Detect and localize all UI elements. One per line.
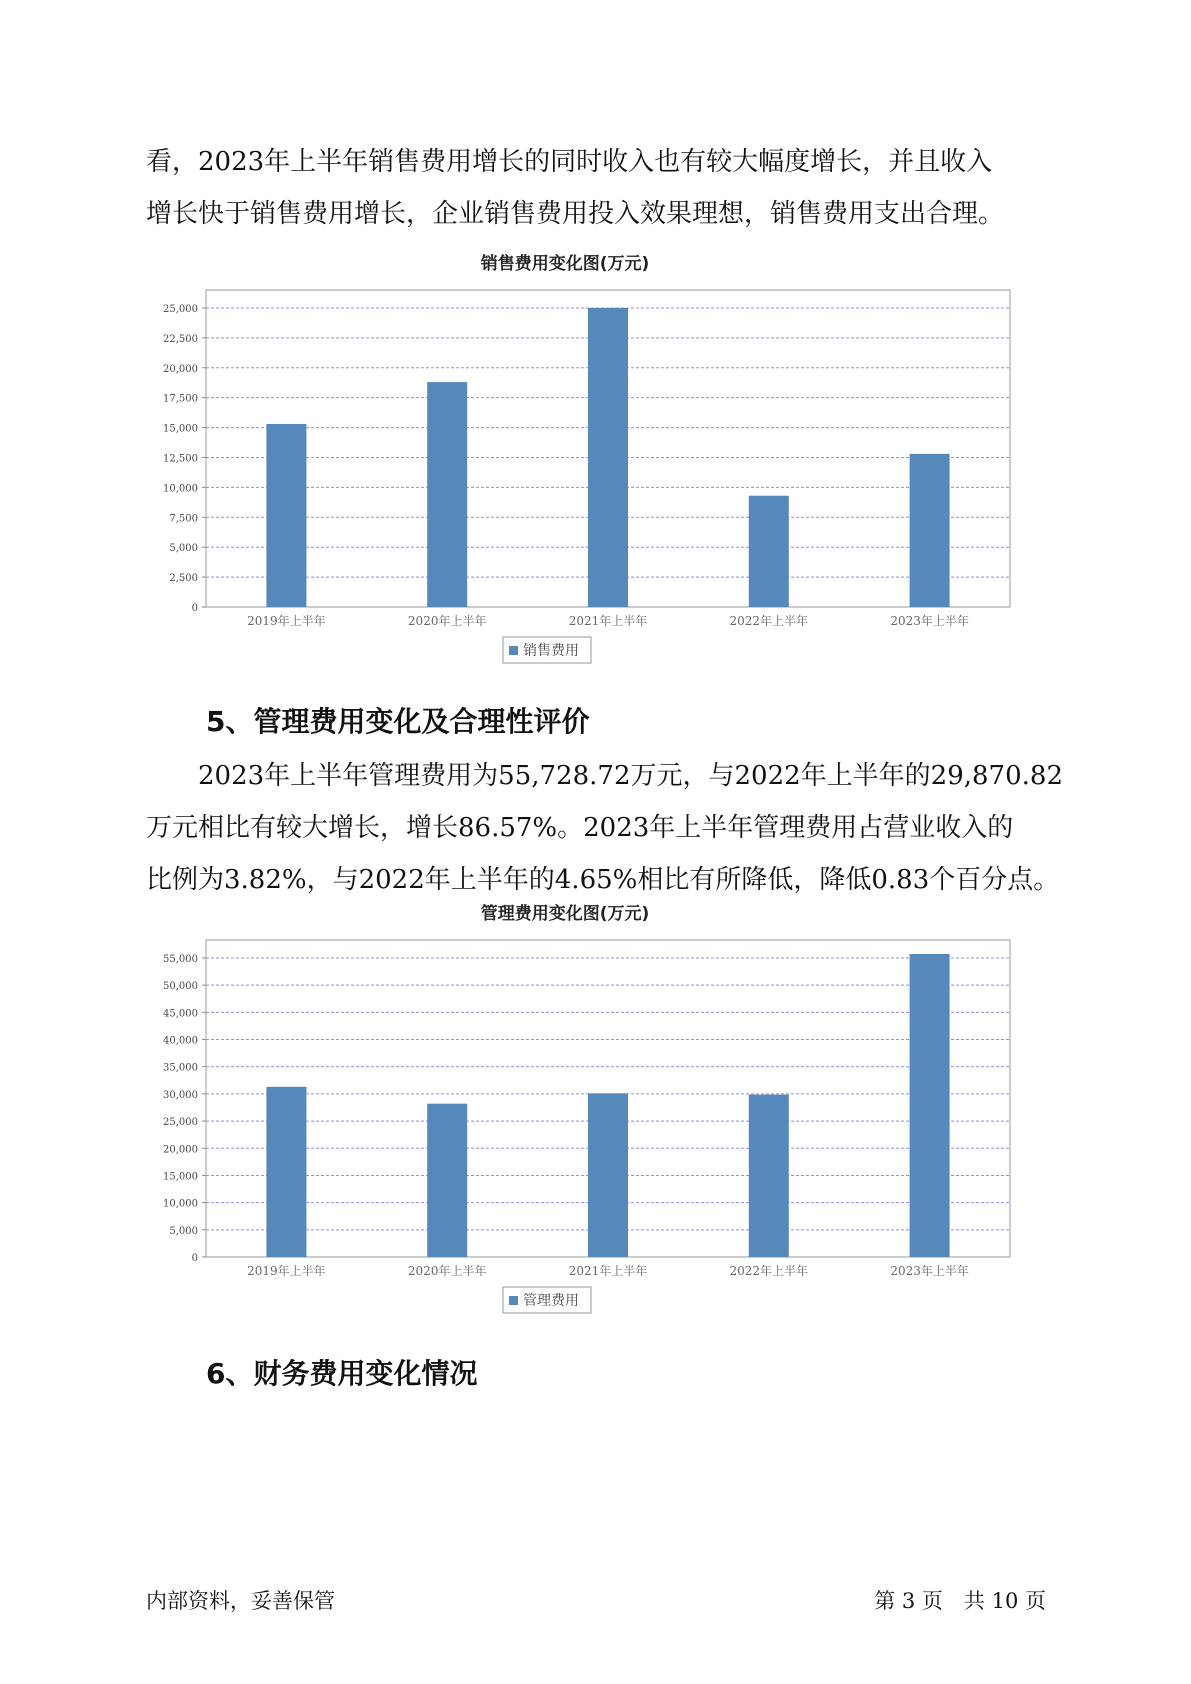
y-tick-label: 2,500 — [169, 573, 198, 585]
bar — [749, 496, 789, 607]
y-tick-label: 12,500 — [163, 453, 198, 465]
y-tick-label: 45,000 — [163, 1008, 198, 1020]
y-tick-label: 15,000 — [163, 1171, 198, 1183]
y-tick-label: 55,000 — [163, 953, 198, 965]
y-tick-label: 35,000 — [163, 1062, 198, 1074]
bar — [749, 1095, 789, 1257]
y-tick-label: 5,000 — [169, 543, 198, 555]
x-tick-label: 2020年上半年 — [407, 614, 487, 628]
y-tick-label: 0 — [191, 603, 198, 614]
admin-expense-chart-svg — [150, 895, 1020, 1325]
legend-label: 销售费用 — [523, 643, 579, 659]
bar — [588, 1093, 628, 1257]
section-6-heading: 6、财务费用变化情况 — [206, 1357, 478, 1390]
legend-swatch — [509, 1296, 518, 1305]
paragraph-line: 看，2023年上半年销售费用增长的同时收入也有较大幅度增长，并且收入 — [146, 147, 993, 177]
x-tick-label: 2023年上半年 — [890, 1264, 969, 1278]
paragraph-line: 2023年上半年管理费用为55,728.72万元，与2022年上半年的29,870.82 — [146, 761, 1063, 791]
y-tick-label: 20,000 — [163, 363, 198, 375]
x-tick-label: 2022年上半年 — [729, 1264, 809, 1278]
x-tick-label: 2021年上半年 — [568, 1264, 648, 1278]
x-tick-label: 2019年上半年 — [247, 614, 326, 628]
x-tick-label: 2019年上半年 — [247, 1264, 326, 1278]
x-tick-label: 2022年上半年 — [729, 614, 809, 628]
footer-left: 内部资料，妥善保管 — [146, 1589, 335, 1613]
y-tick-label: 30,000 — [163, 1089, 198, 1101]
y-tick-label: 7,500 — [169, 513, 198, 525]
y-tick-label: 22,500 — [163, 333, 198, 345]
bar — [910, 954, 950, 1257]
y-tick-label: 40,000 — [163, 1035, 198, 1047]
y-tick-label: 25,000 — [163, 1117, 198, 1129]
paragraph-line: 比例为3.82%，与2022年上半年的4.65%相比有所降低，降低0.83个百分点。 — [146, 865, 1060, 895]
legend-label: 管理费用 — [523, 1293, 579, 1309]
bar — [427, 382, 467, 607]
section-5-heading: 5、管理费用变化及合理性评价 — [206, 705, 590, 738]
y-tick-label: 17,500 — [163, 393, 198, 405]
y-tick-label: 50,000 — [163, 981, 198, 993]
paragraph-1 — [146, 136, 1066, 240]
bar — [588, 308, 628, 607]
y-tick-label: 5,000 — [169, 1225, 198, 1237]
bar — [266, 1087, 306, 1257]
y-tick-label: 15,000 — [163, 423, 198, 435]
bar — [910, 454, 950, 607]
paragraph-line: 万元相比有较大增长，增长86.57%。2023年上半年管理费用占营业收入的 — [146, 813, 1014, 843]
admin-expense-chart — [150, 895, 1020, 1325]
footer-right: 第 3 页 共 10 页 — [874, 1589, 1046, 1613]
bar — [427, 1104, 467, 1257]
y-tick-label: 25,000 — [163, 303, 198, 315]
y-tick-label: 0 — [191, 1253, 198, 1264]
x-tick-label: 2021年上半年 — [568, 614, 648, 628]
x-tick-label: 2020年上半年 — [407, 1264, 487, 1278]
bar — [266, 424, 306, 607]
sales-expense-chart-svg — [150, 245, 1020, 675]
y-tick-label: 10,000 — [163, 483, 198, 495]
chart-title: 管理费用变化图(万元) — [480, 904, 650, 924]
y-tick-label: 20,000 — [163, 1144, 198, 1156]
sales-expense-chart — [150, 245, 1020, 675]
legend-swatch — [509, 646, 518, 655]
paragraph-line: 增长快于销售费用增长，企业销售费用投入效果理想，销售费用支出合理。 — [146, 199, 1005, 229]
paragraph-2 — [146, 750, 1066, 906]
x-tick-label: 2023年上半年 — [890, 614, 969, 628]
chart-title: 销售费用变化图(万元) — [480, 254, 650, 274]
y-tick-label: 10,000 — [163, 1198, 198, 1210]
